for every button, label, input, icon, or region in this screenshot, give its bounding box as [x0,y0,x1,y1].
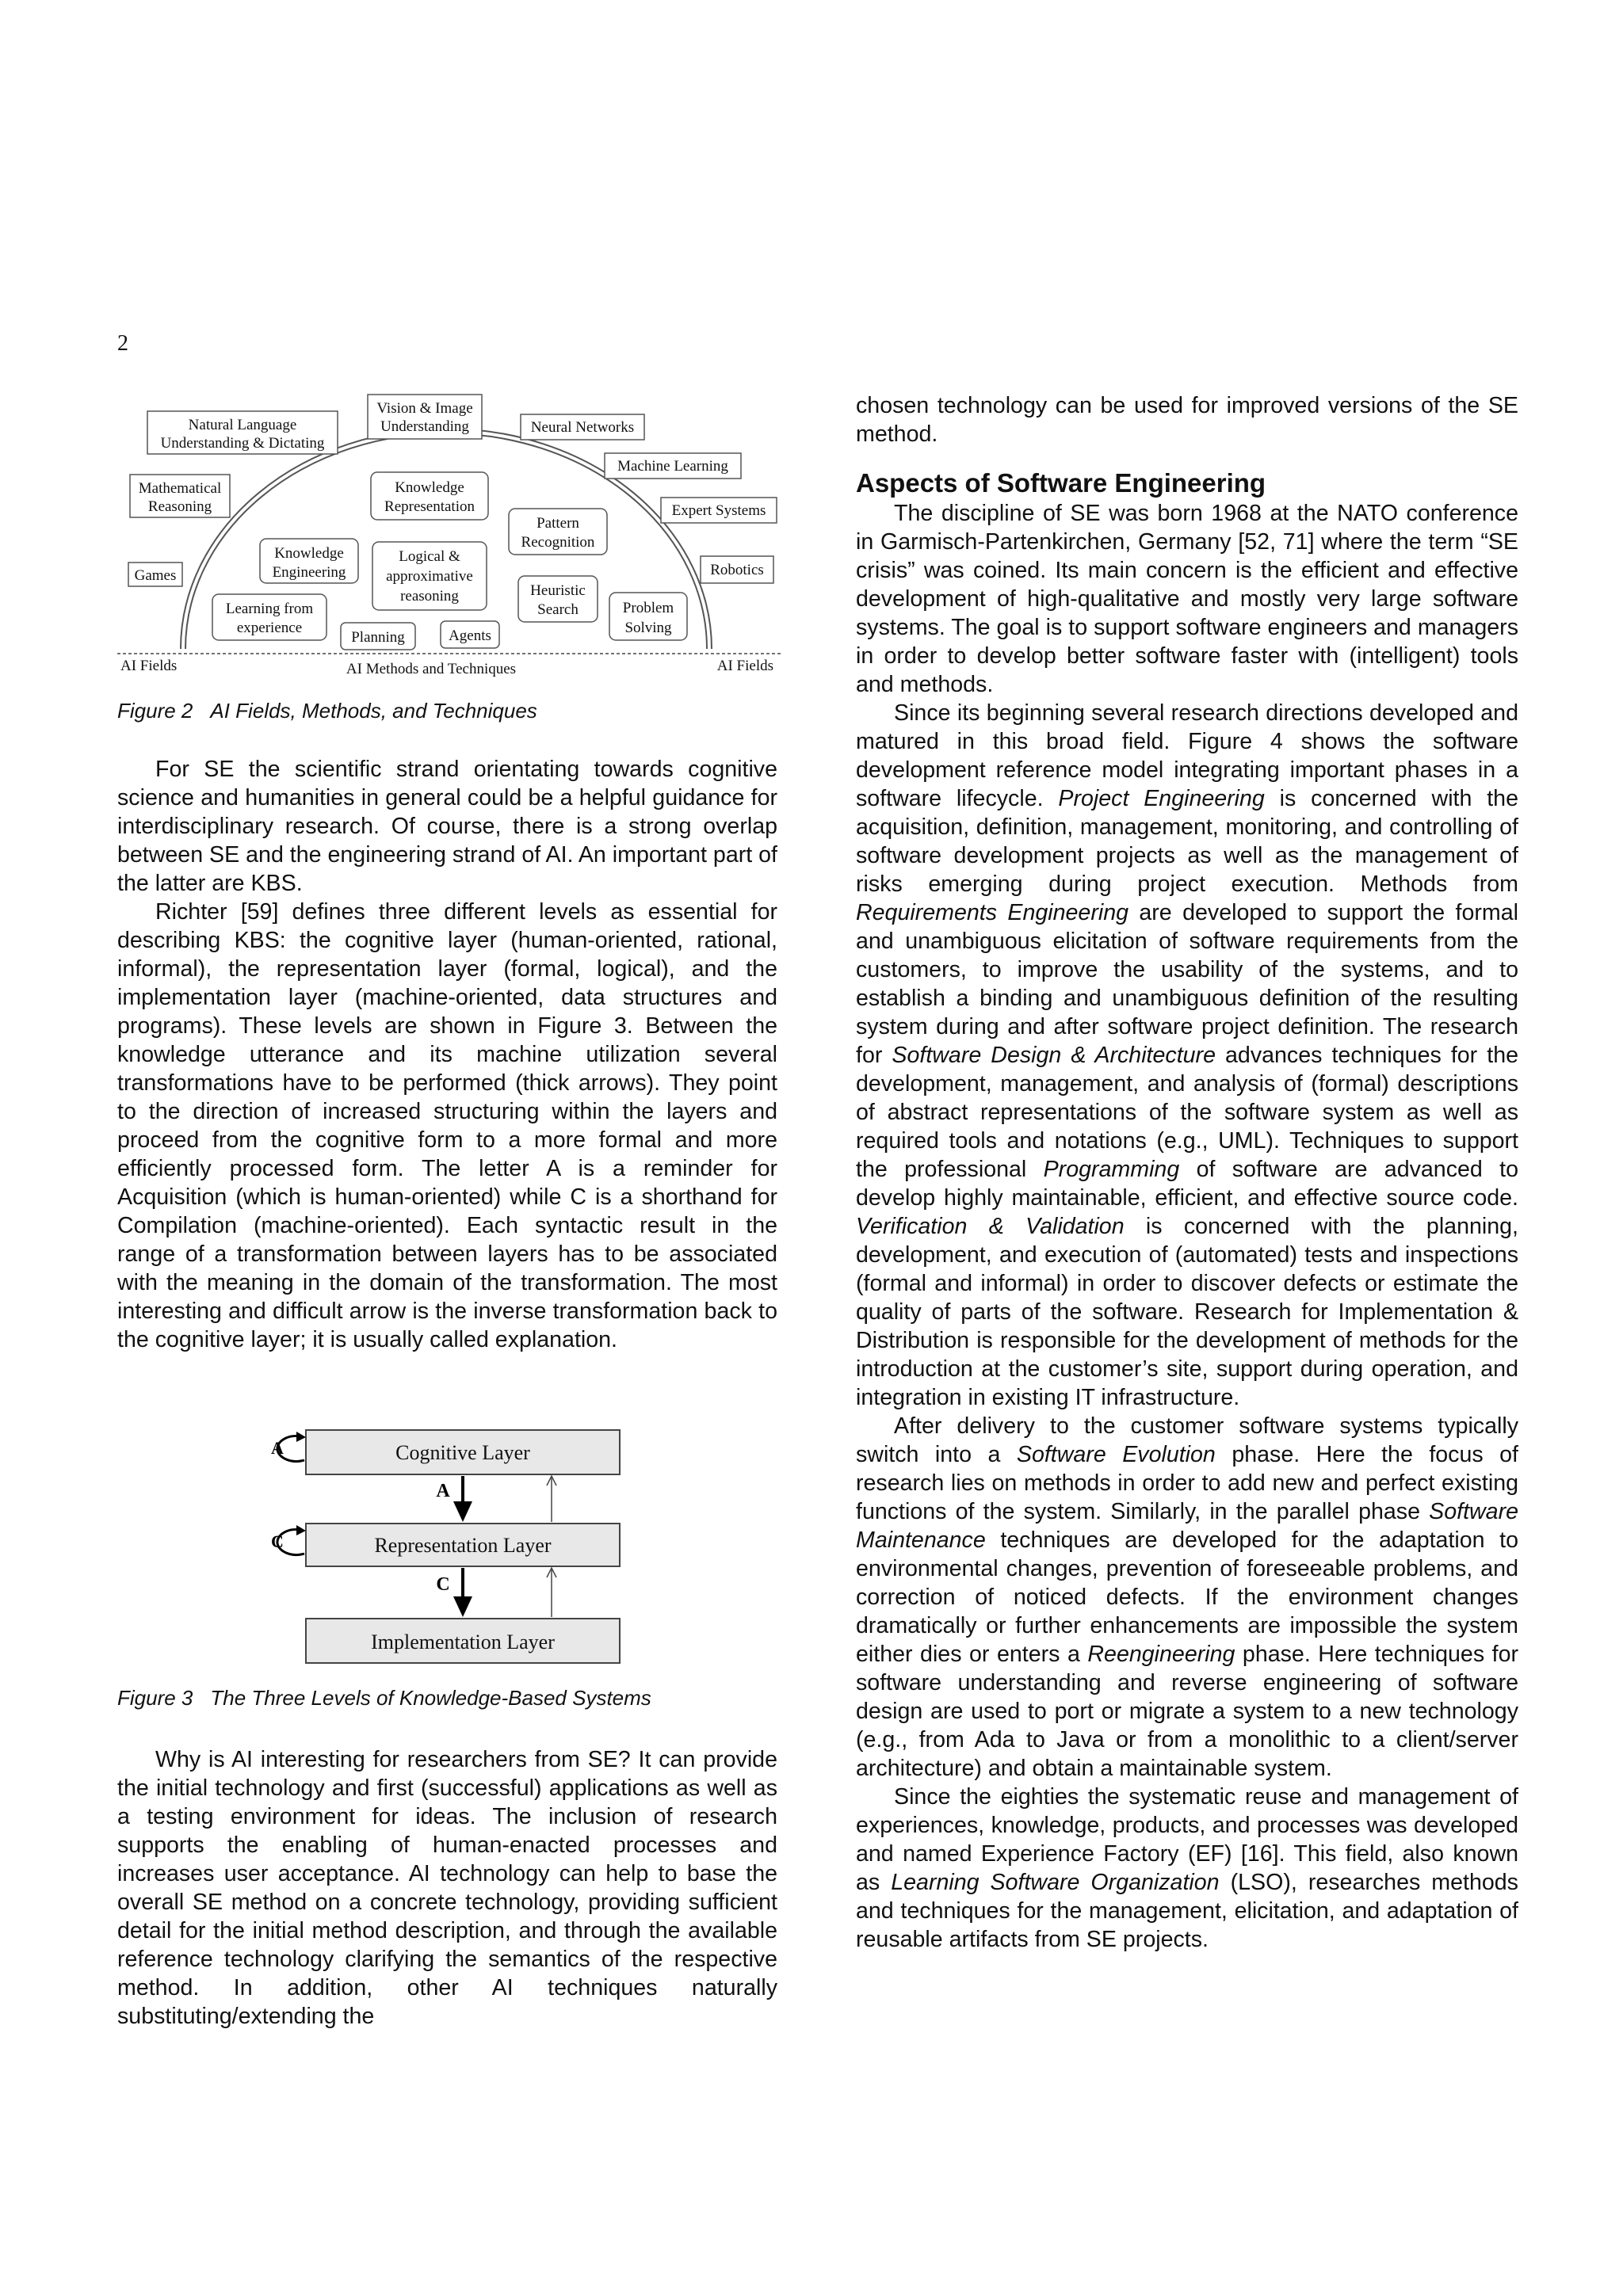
label-logical-3: reasoning [400,588,459,605]
acquisition-loop-head [296,1432,306,1442]
label-vision-2: Understanding [380,418,469,435]
paragraph: The discipline of SE was born 1968 at the NATO conference in Garmisch-Partenkirchen, Germany [52, 71] where the term “SE crisis” was coined. Its main concern is the efficient and effective development of high-qualitative and mostly very large software systems. The goal is to support software engineers and managers in order to develop better software faster with (intelligent) tools and methods. [856,501,1518,697]
figure-2-diagram [117,391,783,685]
label-machine-learning: Machine Learning [617,458,728,475]
label-robotics: Robotics [710,562,764,578]
paragraph: chosen technology can be used for improved versions of the SE method. [856,393,1518,447]
figure-3-caption-text: The Three Levels of Knowledge-Based Systems [210,1686,651,1710]
left-column-lower [117,1745,777,2031]
label-heuristic-1: Heuristic [530,582,586,599]
compilation-loop-head [296,1525,306,1535]
axis-label-left: AI Fields [120,658,178,674]
label-knowledge-representation-2: Representation [384,498,475,515]
paragraph: Why is AI interesting for researchers from SE? It can provide the initial technology and first (successful) applications as well as a testing environment for ideas. The inclusion of research supports the enabling of human-enacted processes and increases user acceptance. AI technology can help to base the overall SE method on a concrete technology, providing sufficient detail for the initial method description, and through the available reference technology clarifying the semantics of the respective method. In addition, other AI techniques naturally substituting/extending the [117,1747,777,2029]
label-problem-2: Solving [624,620,672,636]
label-pattern-recognition-1: Pattern [537,515,579,532]
paragraph: Richter [59] defines three different levels as essential for describing KBS: the cognitive layer (human-oriented, rational, informal), the representation layer (formal, logical), and the implementation layer (machine-oriented, data structures and programs). These levels are shown in Figure 3. Between the knowledge utterance and its machine utilization several transformations have to be performed (thick arrows). They point to the direction of increased structuring within the layers and proceed from the cognitive form to a more formal and more efficiently processed form. The letter A is a reminder for Acquisition (which is human-oriented) while C is a shorthand for Compilation (machine-oriented). Each syntactic result in the range of a transformation between layers has to be associated with the meaning in the domain of the transformation. The most interesting and difficult arrow is the inverse transformation back to the cognitive layer; it is usually called explanation. [117,899,777,1352]
label-logical-1: Logical & [399,548,460,565]
section-heading: Aspects of Software Engineering [856,468,1266,498]
label-natural-language-2: Understanding & Dictating [160,435,325,452]
axis-label-center: AI Methods and Techniques [346,661,517,677]
label-learning-2: experience [236,620,303,636]
page-number: 2 [117,331,128,356]
label-knowledge-engineering-2: Engineering [272,564,346,581]
compilation-arrowhead [453,1596,472,1617]
figure-3-caption [117,1686,651,1710]
paragraph: Since the eighties the systematic reuse and management of experiences, knowledge, products, and processes was developed and named Experience Factory (EF) [16]. This field, also known as Learning Software Organization (LSO), researches methods and techniques for the management, elicitation, and adaptation of reusable artifacts from SE projects. [856,1784,1518,1952]
label-planning: Planning [351,629,405,646]
figure-2-caption-label: Figure 2 [117,699,193,723]
label-heuristic-2: Search [537,601,579,618]
figure-3-diagram [258,1422,631,1672]
figure-2-caption-text: AI Fields, Methods, and Techniques [210,699,537,723]
label-games: Games [134,567,177,584]
figure-2-caption [117,699,537,723]
label-vision-1: Vision & Image [376,400,473,417]
representation-layer-label: Representation Layer [374,1534,552,1557]
paragraph: Since its beginning several research directions developed and matured in this broad field. Figure 4 shows the software development reference model integrating important phases in a software lifecycle. Project Engineering is concerned with the acquisition, definition, management, monitoring, and controlling of software development projects as well as the management of risks emerging during project execution. Methods from Requirements Engineering are developed to support the formal and unambiguous elicitation of software requirements from the customers, to improve the usability of the systems, and to establish a binding and unambiguous definition of the resulting system during and after software project definition. The research for Software Design & Architecture advances techniques for the development, management, and analysis of (formal) descriptions of abstract representations of the software system as well as required tools and notations (e.g., UML). Techniques to support the professional Programming of software are advanced to develop highly maintainable, efficient, and effective source code. Verification & Validation is concerned with the planning, development, and execution of (automated) tests and inspections (formal and informal) in order to discover defects or estimate the quality of parts of the software. Research for Implementation & Distribution is responsible for the development of methods for the introduction at the customer’s site, support during operation, and integration in existing IT infrastructure. [856,700,1518,1410]
acquisition-loop-label: A [271,1438,284,1458]
label-expert-systems: Expert Systems [671,502,766,519]
label-problem-1: Problem [622,600,674,616]
paragraph: After delivery to the customer software systems typically switch into a Software Evolution phase. Here the focus of research lies on methods in order to add new and perfect existing functions of the system. Similarly, in the parallel phase Software Maintenance techniques are developed for the adaptation to environmental changes, prevention of foreseeable problems, and correction of noticed defects. If the environment changes dramatically or further enhancements are impossible the system either dies or enters a Reengineering phase. Here techniques for software understanding and reverse engineering of software design are used to port or migrate a system to a new technology (e.g., from Ada to Java or from a monolithic to a client/server architecture) and obtain a maintainable system. [856,1413,1519,1781]
label-knowledge-engineering-1: Knowledge [274,545,344,562]
cognitive-layer-label: Cognitive Layer [395,1441,530,1464]
label-knowledge-representation-1: Knowledge [395,479,464,496]
label-pattern-recognition-2: Recognition [521,534,595,551]
acquisition-arrowhead [453,1501,472,1522]
label-mathematical-1: Mathematical [138,480,222,497]
compilation-arrow-label: C [436,1574,450,1595]
right-column [856,391,1518,1954]
label-natural-language-1: Natural Language [188,417,297,433]
figure-3-caption-label: Figure 3 [117,1686,193,1710]
acquisition-arrow-label: A [436,1481,450,1501]
label-logical-2: approximative [386,568,473,585]
implementation-layer-label: Implementation Layer [371,1630,555,1653]
label-learning-1: Learning from [225,601,314,617]
label-agents: Agents [449,627,491,644]
label-neural-networks: Neural Networks [530,419,635,436]
axis-label-right: AI Fields [716,658,773,674]
left-column-upper [117,755,777,1354]
compilation-loop-label: C [271,1531,284,1551]
paragraph: For SE the scientific strand orientating towards cognitive science and humanities in general could be a helpful guidance for interdisciplinary research. Of course, there is a strong overlap between SE and the engineering strand of AI. An important part of the latter are KBS. [117,757,777,896]
label-mathematical-2: Reasoning [147,498,212,515]
